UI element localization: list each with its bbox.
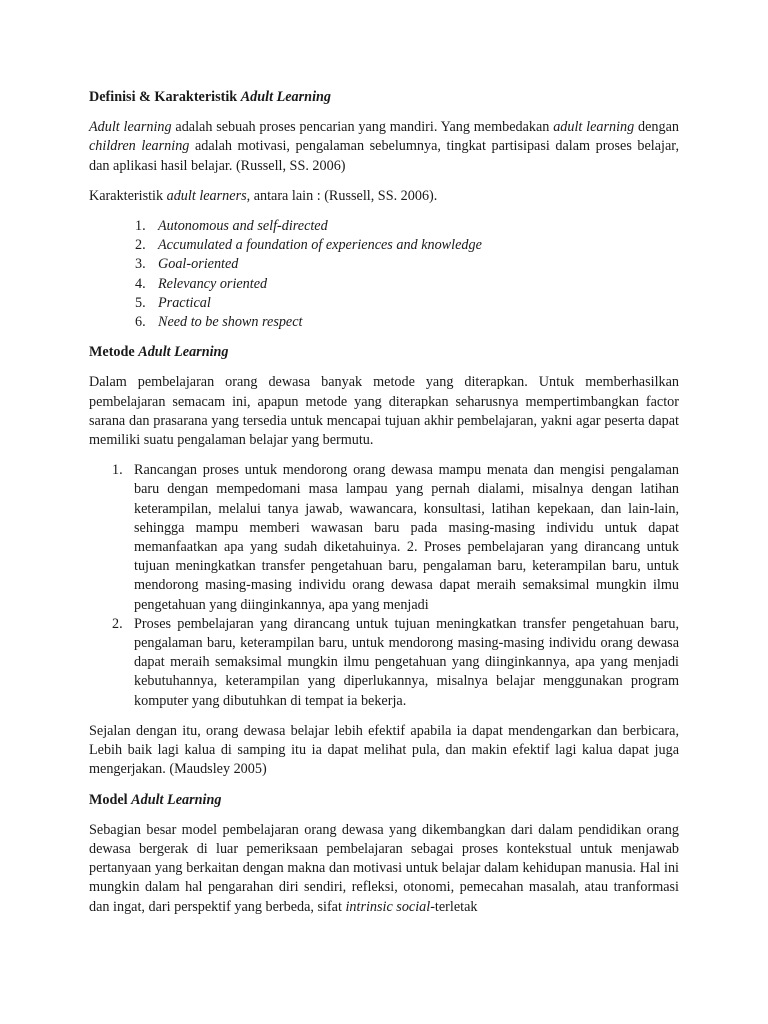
list-number: 5. <box>135 294 146 311</box>
karakteristik-list <box>89 217 679 332</box>
term-intrinsic-social: intrinsic social <box>345 898 431 915</box>
metode-list <box>89 461 679 711</box>
list-item <box>89 294 679 313</box>
heading-model-plain: Model <box>89 791 132 808</box>
heading-model <box>89 791 679 810</box>
list-item-text: Rancangan proses untuk mendorong orang dewasa mampu menata dan mengisi pengalaman baru dengan mempedomani masa lampau yang pernah dialami, misalnya dengan latihan keterampilan, melalui tanya jawab, wawancara, konsultasi, latihan kepekaan, dan lain-lain, sehingga mampu memberi wawasan baru pada masing-masing individu untuk dapat memanfaatkan apa yang sudah diketahuinya. 2. Proses pembelajaran yang dirancang untuk tujuan meningkatkan transfer pengetahuan baru, pengalaman baru, keterampilan baru, untuk mendorong masing-masing individu orang dewasa dapat meraih semaksimal mungkin ilmu pengetahuan yang diinginkannya, apa yang menjadi <box>134 462 679 613</box>
text-segment: Sebagian besar model pembelajaran orang dewasa yang dikembangkan dari dalam pendidikan orang dewasa bergerak di luar pemeriksaan pembelajaran sebagai proses kontekstual untuk menjawab pertanyaan yang berkaitan dengan makna dan motivasi untuk belajar dalam kehidupan manusia. Hal ini mungkin dalam hal pengarahan diri sendiri, refleksi, otonomi, pemecahan masalah, atau tranformasi dan ingat, dari perspektif yang berbeda, sifat <box>89 821 679 915</box>
heading-definisi <box>89 88 679 107</box>
document-page <box>89 88 679 928</box>
list-item-text: Relevancy oriented <box>158 275 268 292</box>
list-item <box>89 236 679 255</box>
paragraph-definisi <box>89 118 679 176</box>
list-item <box>89 313 679 332</box>
text-segment: adalah sebuah proses pencarian yang mandiri. Yang membedakan <box>171 119 554 136</box>
term-children-learning: children learning <box>89 138 190 155</box>
list-item <box>89 461 679 615</box>
heading-model-italic: Adult Learning <box>131 791 222 808</box>
list-number: 2. <box>135 237 146 254</box>
list-item <box>89 255 679 274</box>
list-number: 4. <box>135 275 146 292</box>
list-item-text: Accumulated a foundation of experiences and knowledge <box>158 237 482 254</box>
list-item-text: Practical <box>158 294 211 311</box>
list-item-text: Goal-oriented <box>158 256 239 273</box>
heading-metode <box>89 343 679 362</box>
heading-definisi-plain: Definisi & Karakteristik <box>89 89 241 105</box>
heading-metode-italic: Adult Learning <box>138 344 229 361</box>
term-adult-learners: adult learners <box>166 187 247 204</box>
list-item <box>89 275 679 294</box>
list-number: 2. <box>112 615 123 632</box>
paragraph-karakteristik <box>89 187 679 206</box>
list-number: 1. <box>112 462 123 479</box>
paragraph-sejalan: Sejalan dengan itu, orang dewasa belajar lebih efektif apabila ia dapat mendengarkan dan berbicara, Lebih baik lagi kalua di samping itu ia dapat melihat pula, dan makin efektif lagi kalua dapat juga mengerjakan. (Maudsley 2005) <box>89 722 679 778</box>
text-segment: dengan <box>634 119 679 136</box>
paragraph-model <box>89 821 679 917</box>
list-item-text: Proses pembelajaran yang dirancang untuk tujuan meningkatkan transfer pengetahuan baru, pengalaman baru, keterampilan baru, untuk mendorong masing-masing individu orang dewasa dapat meraih semaksimal mungkin ilmu pengetahuan yang diinginkannya, apa yang menjadi kebutuhannya, keterampilan yang diperlukannya, misalnya belajar menggunakan program komputer yang dibutuhkan di tempat ia bekerja. <box>134 615 679 709</box>
list-number: 6. <box>135 314 146 331</box>
text-segment: -terletak <box>430 898 478 915</box>
text-segment: Karakteristik <box>89 187 167 204</box>
heading-metode-plain: Metode <box>89 344 139 361</box>
list-item <box>89 217 679 236</box>
list-item <box>89 615 679 711</box>
text-segment: adalah motivasi, pengalaman sebelumnya, tingkat partisipasi dalam proses belajar, dan aplikasi hasil belajar. (Russell, SS. 2006) <box>89 138 679 174</box>
list-item-text: Need to be shown respect <box>158 314 303 331</box>
term-adult-learning: adult learning <box>553 119 635 136</box>
heading-definisi-italic: Adult Learning <box>240 89 331 105</box>
list-number: 3. <box>135 256 146 273</box>
list-item-text: Autonomous and self-directed <box>158 218 328 235</box>
list-number: 1. <box>135 218 146 235</box>
term-adult-learning: Adult learning <box>89 119 172 136</box>
text-segment: , antara lain : (Russell, SS. 2006). <box>246 187 438 204</box>
paragraph-metode: Dalam pembelajaran orang dewasa banyak metode yang diterapkan. Untuk memberhasilkan pembelajaran semacam ini, apapun metode yang diterapkan seharusnya mempertimbangkan factor sarana dan prasarana yang tersedia untuk mencapai tujuan akhir pembelajaran, yakni agar peserta dapat memiliki suatu pengalaman belajar yang bermutu. <box>89 374 679 449</box>
